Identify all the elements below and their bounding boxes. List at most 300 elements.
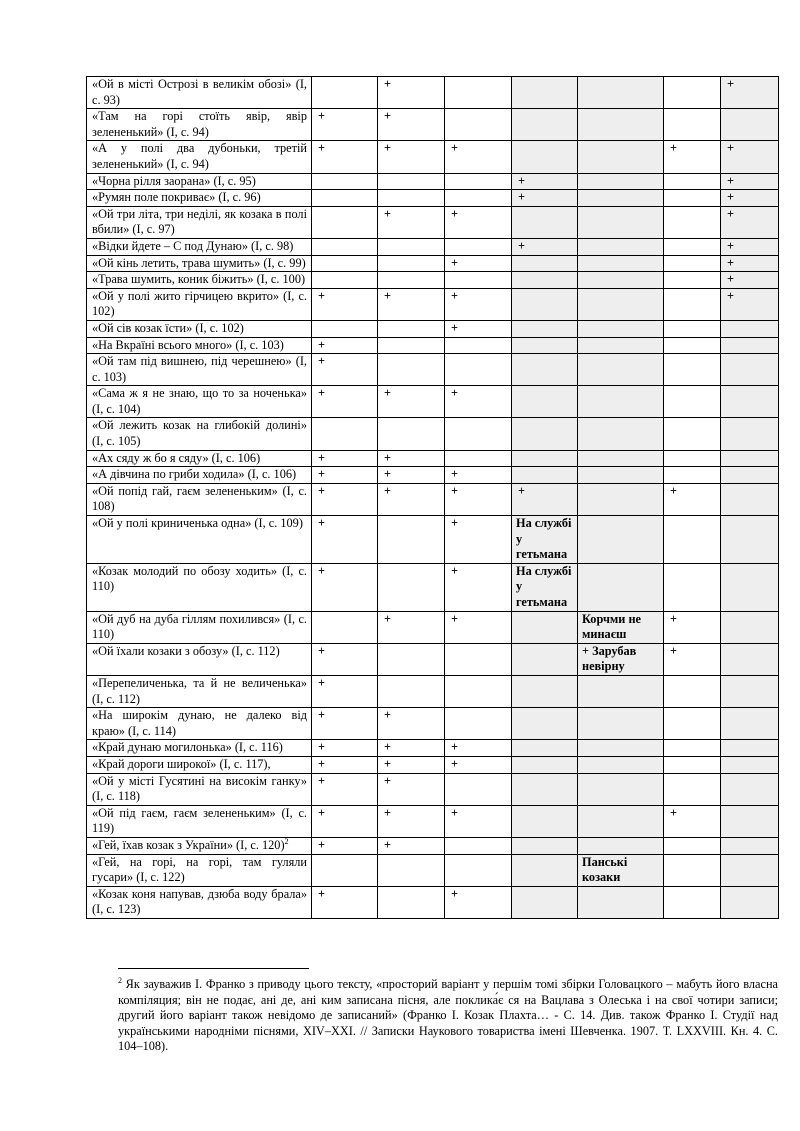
mark-cell: +: [312, 886, 378, 918]
mark-cell: [721, 386, 779, 418]
table-row: [87, 238, 779, 255]
song-title: «Сама ж я не знаю, що то за ноченька» (І, с. 104): [92, 386, 307, 416]
mark-cell: [578, 141, 664, 173]
mark-cell: + Зарубав невірну: [578, 643, 664, 675]
mark-cell: +: [312, 386, 378, 418]
mark-cell: [721, 708, 779, 740]
mark-cell: [664, 320, 721, 337]
table-row: [87, 563, 779, 611]
mark-cell: [578, 708, 664, 740]
song-title: «Козак коня напував, дзюба воду брала» (І, с. 123): [92, 886, 307, 917]
song-title-cell: [87, 206, 312, 238]
song-title-cell: [87, 740, 312, 757]
song-title: «На широкім дунаю, не далеко від краю» (І, с. 114): [92, 708, 307, 738]
song-title: «На Вкраїні всього много» (І, с. 103): [92, 337, 284, 352]
mark-cell: [578, 450, 664, 467]
mark-cell: +: [721, 255, 779, 272]
song-title: «Трава шумить, коник біжить» (І, с. 100): [92, 272, 306, 287]
table-row: [87, 272, 779, 289]
mark-cell: [664, 255, 721, 272]
mark-cell: [664, 516, 721, 564]
mark-cell: +: [664, 483, 721, 515]
mark-cell: [378, 854, 445, 886]
mark-cell: [578, 238, 664, 255]
mark-cell: [378, 516, 445, 564]
song-title-cell: [87, 141, 312, 173]
song-title: «Ой у полі жито гірчицею вкрито» (І, с. 102): [92, 288, 307, 319]
song-title-cell: [87, 837, 312, 854]
song-title-cell: [87, 805, 312, 837]
mark-cell: [721, 467, 779, 484]
mark-cell: Панські козаки: [578, 854, 664, 886]
mark-cell: [312, 190, 378, 207]
table-row: [87, 516, 779, 564]
mark-cell: [578, 320, 664, 337]
mark-cell: +: [378, 206, 445, 238]
song-title: «Ой попід гай, гаєм зелененьким» (І, с. 108): [92, 483, 307, 514]
mark-cell: [578, 354, 664, 386]
mark-cell: [578, 740, 664, 757]
mark-cell: +: [312, 773, 378, 805]
table-row: [87, 141, 779, 173]
table-row: [87, 805, 779, 837]
mark-cell: +: [721, 288, 779, 320]
song-title: «Край дороги широкої» (І, с. 117),: [92, 756, 271, 771]
mark-cell: [721, 354, 779, 386]
table-row: [87, 643, 779, 675]
song-title: «Край дунаю могилонька» (І, с. 116): [92, 740, 283, 755]
mark-cell: [664, 837, 721, 854]
mark-cell: +: [312, 563, 378, 611]
song-title-cell: [87, 238, 312, 255]
table-row: [87, 450, 779, 467]
mark-cell: [512, 886, 578, 918]
mark-cell: [378, 675, 445, 707]
mark-cell: +: [445, 141, 512, 173]
mark-cell: [664, 173, 721, 190]
mark-cell: [664, 854, 721, 886]
table-row: [87, 109, 779, 141]
mark-cell: +: [664, 643, 721, 675]
song-title-cell: [87, 320, 312, 337]
mark-cell: +: [512, 238, 578, 255]
mark-cell: [578, 756, 664, 773]
table-row: [87, 611, 779, 643]
song-title: «Румян поле покриває» (І, с. 96): [92, 190, 261, 205]
mark-cell: +: [312, 837, 378, 854]
mark-cell: +: [312, 288, 378, 320]
mark-cell: +: [312, 675, 378, 707]
table-row: [87, 467, 779, 484]
mark-cell: +: [312, 516, 378, 564]
mark-cell: [445, 837, 512, 854]
mark-cell: [721, 740, 779, 757]
mark-cell: +: [378, 740, 445, 757]
mark-cell: +: [445, 740, 512, 757]
song-title-cell: [87, 109, 312, 141]
mark-cell: [378, 255, 445, 272]
mark-cell: [578, 467, 664, 484]
mark-cell: [512, 740, 578, 757]
mark-cell: +: [312, 337, 378, 354]
mark-cell: [512, 272, 578, 289]
footnote-marker: 2: [118, 975, 122, 985]
mark-cell: [378, 418, 445, 450]
mark-cell: [512, 337, 578, 354]
mark-cell: +: [512, 173, 578, 190]
mark-cell: [721, 675, 779, 707]
mark-cell: +: [445, 206, 512, 238]
footnote-ref: 2: [284, 836, 289, 846]
table-row: [87, 483, 779, 515]
mark-cell: [664, 238, 721, 255]
song-title-cell: [87, 450, 312, 467]
mark-cell: [512, 109, 578, 141]
mark-cell: +: [312, 467, 378, 484]
mark-cell: +: [312, 643, 378, 675]
mark-cell: [512, 77, 578, 109]
song-title-cell: [87, 516, 312, 564]
mark-cell: [721, 756, 779, 773]
table-row: [87, 206, 779, 238]
song-title: «Ах сяду ж бо я сяду» (І, с. 106): [92, 450, 261, 465]
table-row: [87, 854, 779, 886]
table-row: [87, 77, 779, 109]
mark-cell: [578, 255, 664, 272]
mark-cell: [578, 337, 664, 354]
table-row: [87, 320, 779, 337]
mark-cell: [512, 708, 578, 740]
mark-cell: [578, 77, 664, 109]
mark-cell: +: [312, 354, 378, 386]
song-title-cell: [87, 611, 312, 643]
mark-cell: [721, 643, 779, 675]
song-title-cell: [87, 675, 312, 707]
song-title-cell: [87, 756, 312, 773]
mark-cell: [512, 643, 578, 675]
mark-cell: [664, 756, 721, 773]
mark-cell: [578, 206, 664, 238]
song-title-cell: [87, 190, 312, 207]
song-title: «Ой їхали козаки з обозу» (І, с. 112): [92, 643, 280, 658]
song-title-cell: [87, 173, 312, 190]
mark-cell: [721, 516, 779, 564]
song-title: «Ой там під вишнею, під черешнею» (І, с. 103): [92, 354, 307, 384]
song-title: «Перепеличенька, та й не величенька» (І, с. 112): [92, 675, 307, 706]
mark-cell: [578, 190, 664, 207]
mark-cell: [512, 354, 578, 386]
mark-cell: [578, 288, 664, 320]
mark-cell: [378, 886, 445, 918]
song-title: «Гей, на горі, на горі, там гуляли гусари» (І, с. 122): [92, 854, 307, 885]
mark-cell: [664, 272, 721, 289]
song-title-cell: [87, 886, 312, 918]
mark-cell: Корчми не минаєш: [578, 611, 664, 643]
footnote-divider: [118, 968, 309, 969]
song-title: «Ой три літа, три неділі, як козака в полі вбили» (І, с. 97): [92, 206, 307, 237]
mark-cell: [512, 141, 578, 173]
table-row: [87, 886, 779, 918]
mark-cell: [445, 418, 512, 450]
mark-cell: [312, 77, 378, 109]
song-title-cell: [87, 708, 312, 740]
song-title-cell: [87, 483, 312, 515]
mark-cell: [721, 805, 779, 837]
mark-cell: [512, 206, 578, 238]
mark-cell: +: [378, 288, 445, 320]
table-row: [87, 418, 779, 450]
mark-cell: +: [312, 141, 378, 173]
mark-cell: [512, 854, 578, 886]
song-title-cell: [87, 337, 312, 354]
mark-cell: +: [445, 467, 512, 484]
mark-cell: [664, 418, 721, 450]
mark-cell: [312, 418, 378, 450]
mark-cell: [578, 516, 664, 564]
song-title: «Ой лежить козак на глибокій долині» (І, с. 105): [92, 418, 307, 449]
mark-cell: [512, 288, 578, 320]
mark-cell: [664, 675, 721, 707]
mark-cell: +: [312, 805, 378, 837]
mark-cell: +: [445, 320, 512, 337]
mark-cell: +: [664, 805, 721, 837]
mark-cell: +: [445, 886, 512, 918]
mark-cell: [445, 854, 512, 886]
mark-cell: [378, 272, 445, 289]
mark-cell: [312, 206, 378, 238]
mark-cell: [664, 354, 721, 386]
mark-cell: На службі у гетьмана: [512, 563, 578, 611]
song-title: «Там на горі стоїть явір, явір зелененький» (І, с. 94): [92, 109, 307, 139]
table-row: [87, 288, 779, 320]
mark-cell: [512, 805, 578, 837]
mark-cell: +: [721, 206, 779, 238]
mark-cell: +: [512, 483, 578, 515]
mark-cell: [445, 450, 512, 467]
mark-cell: +: [445, 756, 512, 773]
table-row: [87, 386, 779, 418]
song-title-cell: [87, 563, 312, 611]
mark-cell: [578, 886, 664, 918]
song-title-cell: [87, 77, 312, 109]
mark-cell: [721, 854, 779, 886]
mark-cell: +: [721, 272, 779, 289]
mark-cell: [721, 886, 779, 918]
mark-cell: [664, 467, 721, 484]
mark-cell: [445, 675, 512, 707]
song-title-cell: [87, 773, 312, 805]
mark-cell: [445, 109, 512, 141]
table-row: [87, 337, 779, 354]
mark-cell: [378, 337, 445, 354]
mark-cell: [378, 238, 445, 255]
mark-cell: [312, 611, 378, 643]
song-comparison-table: [86, 76, 779, 919]
mark-cell: [578, 483, 664, 515]
mark-cell: +: [378, 837, 445, 854]
mark-cell: +: [664, 611, 721, 643]
mark-cell: [312, 173, 378, 190]
mark-cell: [512, 418, 578, 450]
mark-cell: +: [721, 141, 779, 173]
mark-cell: [312, 255, 378, 272]
mark-cell: [378, 173, 445, 190]
song-title: «Ой під гаєм, гаєм зелененьким» (І, с. 119): [92, 805, 307, 836]
mark-cell: +: [312, 450, 378, 467]
mark-cell: [312, 238, 378, 255]
mark-cell: +: [445, 288, 512, 320]
mark-cell: +: [378, 467, 445, 484]
mark-cell: +: [445, 611, 512, 643]
mark-cell: +: [721, 173, 779, 190]
mark-cell: [378, 563, 445, 611]
mark-cell: [512, 675, 578, 707]
mark-cell: [512, 837, 578, 854]
mark-cell: [664, 886, 721, 918]
song-title: «Ой сів козак їсти» (І, с. 102): [92, 320, 244, 335]
mark-cell: [578, 773, 664, 805]
song-title: «Козак молодий по обозу ходить» (І, с. 110): [92, 563, 307, 594]
mark-cell: +: [312, 756, 378, 773]
mark-cell: [578, 386, 664, 418]
mark-cell: +: [512, 190, 578, 207]
mark-cell: +: [378, 77, 445, 109]
song-title: «Ой у полі криниченька одна» (І, с. 109): [92, 516, 303, 531]
mark-cell: [664, 450, 721, 467]
table-row: [87, 773, 779, 805]
mark-cell: На службі у гетьмана: [512, 516, 578, 564]
mark-cell: [378, 190, 445, 207]
mark-cell: [578, 109, 664, 141]
table-row: [87, 255, 779, 272]
mark-cell: [512, 773, 578, 805]
mark-cell: [664, 337, 721, 354]
song-title-cell: [87, 643, 312, 675]
mark-cell: [664, 206, 721, 238]
mark-cell: [512, 756, 578, 773]
mark-cell: +: [664, 141, 721, 173]
table-body: [87, 77, 779, 919]
mark-cell: +: [378, 141, 445, 173]
mark-cell: [664, 708, 721, 740]
table-row: [87, 740, 779, 757]
mark-cell: +: [378, 773, 445, 805]
mark-cell: +: [445, 255, 512, 272]
mark-cell: [445, 354, 512, 386]
mark-cell: +: [378, 450, 445, 467]
mark-cell: [578, 675, 664, 707]
mark-cell: [664, 109, 721, 141]
mark-cell: [664, 288, 721, 320]
mark-cell: [664, 740, 721, 757]
mark-cell: +: [445, 805, 512, 837]
mark-cell: [445, 190, 512, 207]
mark-cell: [445, 773, 512, 805]
mark-cell: +: [378, 109, 445, 141]
mark-cell: [445, 77, 512, 109]
song-title: «А дівчина по гриби ходила» (І, с. 106): [92, 467, 297, 482]
song-title-cell: [87, 418, 312, 450]
mark-cell: [312, 320, 378, 337]
song-title: «Чорна рілля заорана» (І, с. 95): [92, 173, 256, 188]
mark-cell: [378, 643, 445, 675]
song-title-cell: [87, 272, 312, 289]
mark-cell: +: [445, 563, 512, 611]
mark-cell: [721, 450, 779, 467]
mark-cell: [312, 272, 378, 289]
mark-cell: [512, 255, 578, 272]
song-title-cell: [87, 854, 312, 886]
mark-cell: [445, 173, 512, 190]
footnote-text: Як зауважив І. Франко з приводу цього тексту, «простoрий варіант у першім томі збірки Головацкого – мабуть його власна компіляция; він не подає, ані де, ані ким записана пісня, але поклика́є ся на Вацлава з Олеська і на свої чотири записи; другий його варіант також невідомо де записаний» (Франко І. Козак Плахта… - С. 14. Див. також Франко І. Студії над українськими народніми піснями, XIV–XXI. // Записки Наукового товариства імені Шевченка. 1907. Т. LXXVIII. Кн. 4. С. 104–108).: [118, 977, 778, 1054]
mark-cell: [721, 109, 779, 141]
song-title: «Гей, їхав козак з України» (І, с. 120): [92, 837, 285, 852]
mark-cell: +: [378, 805, 445, 837]
song-title-cell: [87, 354, 312, 386]
mark-cell: [578, 418, 664, 450]
mark-cell: [578, 563, 664, 611]
mark-cell: +: [721, 238, 779, 255]
song-title-cell: [87, 288, 312, 320]
song-title: «Ой у місті Гусятині на високім ганку» (І, с. 118): [92, 773, 307, 804]
mark-cell: [378, 320, 445, 337]
mark-cell: [445, 272, 512, 289]
mark-cell: +: [312, 708, 378, 740]
mark-cell: [721, 483, 779, 515]
mark-cell: [721, 418, 779, 450]
mark-cell: +: [312, 109, 378, 141]
mark-cell: +: [445, 483, 512, 515]
table-row: [87, 354, 779, 386]
table-row: [87, 756, 779, 773]
mark-cell: +: [312, 740, 378, 757]
mark-cell: [721, 337, 779, 354]
mark-cell: [664, 773, 721, 805]
mark-cell: +: [378, 483, 445, 515]
mark-cell: [721, 320, 779, 337]
mark-cell: +: [378, 386, 445, 418]
mark-cell: +: [721, 190, 779, 207]
mark-cell: +: [721, 77, 779, 109]
mark-cell: [664, 190, 721, 207]
mark-cell: +: [378, 611, 445, 643]
mark-cell: [445, 337, 512, 354]
song-title: «А у полі два дубоньки, третій зелененький» (І, с. 94): [92, 141, 307, 171]
mark-cell: [578, 173, 664, 190]
mark-cell: [445, 643, 512, 675]
mark-cell: [512, 467, 578, 484]
song-title-cell: [87, 255, 312, 272]
mark-cell: [721, 837, 779, 854]
mark-cell: [721, 773, 779, 805]
mark-cell: [445, 238, 512, 255]
footnote: [118, 977, 778, 1055]
mark-cell: [578, 805, 664, 837]
mark-cell: [512, 386, 578, 418]
mark-cell: [664, 386, 721, 418]
mark-cell: [378, 354, 445, 386]
song-title: «Ой кінь летить, трава шумить» (І, с. 99): [92, 255, 306, 270]
song-title-cell: [87, 386, 312, 418]
song-title: «Відки йдете – С под Дунаю» (І, с. 98): [92, 238, 294, 253]
table-row: [87, 173, 779, 190]
mark-cell: [512, 320, 578, 337]
mark-cell: [664, 563, 721, 611]
mark-cell: [312, 854, 378, 886]
song-title: «Ой дуб на дуба гіллям похилився» (І, с. 110): [92, 611, 307, 642]
table-row: [87, 675, 779, 707]
mark-cell: +: [445, 386, 512, 418]
